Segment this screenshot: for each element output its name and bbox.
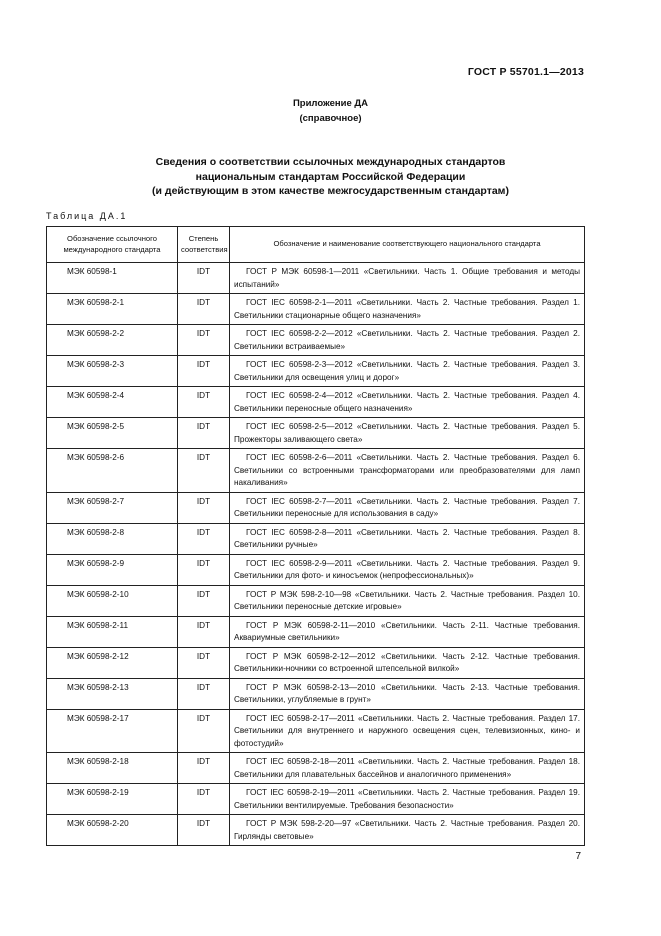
cell-reference-standard: МЭК 60598-2-4 bbox=[47, 387, 178, 418]
cell-national-standard: ГОСТ IEC 60598-2-7—2011 «Светильники. Часть 2. Частные требования. Раздел 7. Светильники переносные для использования в саду» bbox=[230, 492, 585, 523]
cell-degree: IDT bbox=[178, 356, 230, 387]
cell-national-standard: ГОСТ Р МЭК 598-2-10—98 «Светильники. Часть 2. Частные требования. Раздел 10. Светильники переносные детские игровые» bbox=[230, 585, 585, 616]
cell-reference-standard: МЭК 60598-2-13 bbox=[47, 678, 178, 709]
section-title-line: Сведения о соответствии ссылочных международных стандартов bbox=[155, 156, 506, 168]
table-row bbox=[47, 418, 585, 449]
cell-degree: IDT bbox=[178, 815, 230, 846]
cell-national-standard: ГОСТ IEC 60598-2-6—2011 «Светильники. Часть 2. Частные требования. Раздел 6. Светильники со встроенными трансформаторами или преобразователями для ламп накаливания» bbox=[230, 449, 585, 493]
table-row bbox=[47, 647, 585, 678]
cell-degree: IDT bbox=[178, 263, 230, 294]
table-row bbox=[47, 753, 585, 784]
table-header-row bbox=[47, 227, 585, 263]
table-row bbox=[47, 523, 585, 554]
cell-degree: IDT bbox=[178, 418, 230, 449]
cell-reference-standard: МЭК 60598-2-18 bbox=[47, 753, 178, 784]
cell-reference-standard: МЭК 60598-2-9 bbox=[47, 554, 178, 585]
cell-reference-standard: МЭК 60598-2-10 bbox=[47, 585, 178, 616]
document-id: ГОСТ Р 55701.1—2013 bbox=[467, 66, 584, 78]
cell-degree: IDT bbox=[178, 554, 230, 585]
cell-reference-standard: МЭК 60598-2-8 bbox=[47, 523, 178, 554]
standards-table bbox=[46, 226, 585, 846]
table-row bbox=[47, 815, 585, 846]
appendix-subtitle: (справочное) bbox=[299, 113, 362, 124]
cell-reference-standard: МЭК 60598-2-2 bbox=[47, 325, 178, 356]
table-row bbox=[47, 554, 585, 585]
cell-national-standard: ГОСТ IEC 60598-2-5—2012 «Светильники. Часть 2. Частные требования. Раздел 5. Прожекторы заливающего света» bbox=[230, 418, 585, 449]
table-row bbox=[47, 784, 585, 815]
cell-reference-standard: МЭК 60598-2-5 bbox=[47, 418, 178, 449]
cell-reference-standard: МЭК 60598-2-12 bbox=[47, 647, 178, 678]
table-row bbox=[47, 356, 585, 387]
cell-degree: IDT bbox=[178, 325, 230, 356]
cell-degree: IDT bbox=[178, 678, 230, 709]
cell-national-standard: ГОСТ Р МЭК 598-2-20—97 «Светильники. Часть 2. Частные требования. Раздел 20. Гирлянды световые» bbox=[230, 815, 585, 846]
table-row bbox=[47, 709, 585, 753]
table-row bbox=[47, 263, 585, 294]
table-row bbox=[47, 325, 585, 356]
cell-reference-standard: МЭК 60598-2-19 bbox=[47, 784, 178, 815]
page-number: 7 bbox=[575, 851, 581, 862]
cell-national-standard: ГОСТ Р МЭК 60598-2-11—2010 «Светильники. Часть 2-11. Частные требования. Аквариумные светильники» bbox=[230, 616, 585, 647]
cell-degree: IDT bbox=[178, 709, 230, 753]
cell-reference-standard: МЭК 60598-2-3 bbox=[47, 356, 178, 387]
section-title-line: (и действующим в этом качестве межгосударственным стандартам) bbox=[152, 185, 509, 197]
table-caption: Таблица ДА.1 bbox=[46, 211, 128, 221]
table-row bbox=[47, 294, 585, 325]
cell-reference-standard: МЭК 60598-1 bbox=[47, 263, 178, 294]
cell-degree: IDT bbox=[178, 523, 230, 554]
cell-degree: IDT bbox=[178, 387, 230, 418]
table-row bbox=[47, 678, 585, 709]
cell-degree: IDT bbox=[178, 492, 230, 523]
cell-reference-standard: МЭК 60598-2-17 bbox=[47, 709, 178, 753]
cell-reference-standard: МЭК 60598-2-11 bbox=[47, 616, 178, 647]
cell-degree: IDT bbox=[178, 294, 230, 325]
cell-degree: IDT bbox=[178, 784, 230, 815]
table-row bbox=[47, 616, 585, 647]
header-reference-standard: Обозначение ссылочного международного стандарта bbox=[47, 227, 178, 263]
cell-reference-standard: МЭК 60598-2-20 bbox=[47, 815, 178, 846]
cell-degree: IDT bbox=[178, 449, 230, 493]
cell-degree: IDT bbox=[178, 585, 230, 616]
table-row bbox=[47, 449, 585, 493]
cell-national-standard: ГОСТ IEC 60598-2-19—2011 «Светильники. Часть 2. Частные требования. Раздел 19. Светильники вентилируемые. Требования безопасности» bbox=[230, 784, 585, 815]
cell-reference-standard: МЭК 60598-2-7 bbox=[47, 492, 178, 523]
table-row bbox=[47, 492, 585, 523]
cell-national-standard: ГОСТ IEC 60598-2-3—2012 «Светильники. Часть 2. Частные требования. Раздел 3. Светильники для освещения улиц и дорог» bbox=[230, 356, 585, 387]
cell-degree: IDT bbox=[178, 647, 230, 678]
cell-reference-standard: МЭК 60598-2-6 bbox=[47, 449, 178, 493]
section-title-line: национальным стандартам Российской Федерации bbox=[195, 170, 466, 183]
header-degree: Степень соответствия bbox=[178, 227, 230, 263]
cell-national-standard: ГОСТ IEC 60598-2-17—2011 «Светильники. Часть 2. Частные требования. Раздел 17. Светильники для внутреннего и наружного освещения сцен, телевизионных, кино- и фотостудий» bbox=[230, 709, 585, 753]
table-row bbox=[47, 585, 585, 616]
cell-national-standard: ГОСТ IEC 60598-2-9—2011 «Светильники. Часть 2. Частные требования. Раздел 9. Светильники для фото- и киносъемок (непрофессиональных)» bbox=[230, 554, 585, 585]
cell-national-standard: ГОСТ IEC 60598-2-2—2012 «Светильники. Часть 2. Частные требования. Раздел 2. Светильники встраиваемые» bbox=[230, 325, 585, 356]
cell-national-standard: ГОСТ Р МЭК 60598-1—2011 «Светильники. Часть 1. Общие требования и методы испытаний» bbox=[230, 263, 585, 294]
cell-degree: IDT bbox=[178, 616, 230, 647]
cell-degree: IDT bbox=[178, 753, 230, 784]
cell-national-standard: ГОСТ IEC 60598-2-18—2011 «Светильники. Часть 2. Частные требования. Раздел 18. Светильники для плавательных бассейнов и аналогичного применения» bbox=[230, 753, 585, 784]
cell-national-standard: ГОСТ IEC 60598-2-1—2011 «Светильники. Часть 2. Частные требования. Раздел 1. Светильники стационарные общего назначения» bbox=[230, 294, 585, 325]
appendix-heading bbox=[0, 96, 661, 126]
cell-national-standard: ГОСТ IEC 60598-2-4—2012 «Светильники. Часть 2. Частные требования. Раздел 4. Светильники переносные общего назначения» bbox=[230, 387, 585, 418]
appendix-title: Приложение ДА bbox=[292, 98, 369, 109]
cell-reference-standard: МЭК 60598-2-1 bbox=[47, 294, 178, 325]
section-title bbox=[0, 155, 661, 199]
cell-national-standard: ГОСТ Р МЭК 60598-2-12—2012 «Светильники. Часть 2-12. Частные требования. Светильники-ночники со встроенной штепсельной вилкой» bbox=[230, 647, 585, 678]
cell-national-standard: ГОСТ IEC 60598-2-8—2011 «Светильники. Часть 2. Частные требования. Раздел 8. Светильники ручные» bbox=[230, 523, 585, 554]
cell-national-standard: ГОСТ Р МЭК 60598-2-13—2010 «Светильники. Часть 2-13. Частные требования. Светильники, углубляемые в грунт» bbox=[230, 678, 585, 709]
table-row bbox=[47, 387, 585, 418]
header-national-standard: Обозначение и наименование соответствующего национального стандарта bbox=[230, 227, 585, 263]
